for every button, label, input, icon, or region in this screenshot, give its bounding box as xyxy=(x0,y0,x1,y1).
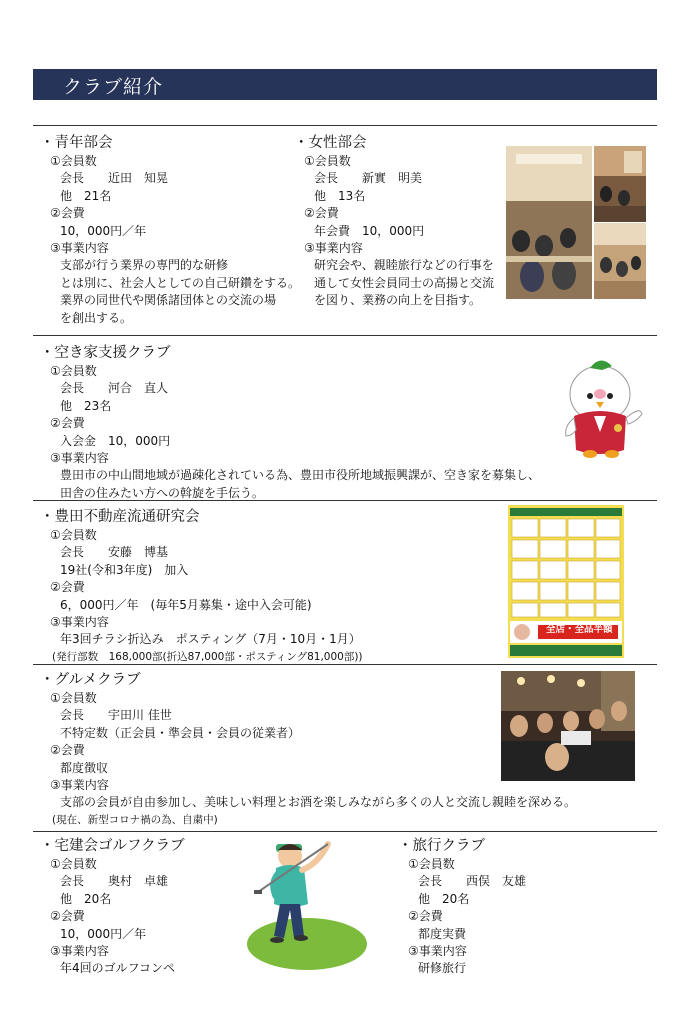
members-label: ①会員数 xyxy=(50,857,97,871)
flyer-banner-text: 全店・全品半額 xyxy=(546,624,613,635)
divider xyxy=(33,831,657,832)
activity-line: 研修旅行 xyxy=(418,961,467,976)
leader-name: 会長 安藤 博基 xyxy=(60,545,169,560)
members-label: ①会員数 xyxy=(408,857,455,871)
golfer-illustration xyxy=(244,834,370,972)
fee-value: 入会金 10，000円 xyxy=(60,433,171,448)
fee-value: 年会費 10，000円 xyxy=(314,223,425,238)
section-heading: ・豊田不動産流通研究会 xyxy=(40,509,200,525)
fee-value: 都度徴収 xyxy=(60,760,109,775)
activity-label: ③事業内容 xyxy=(50,451,109,466)
section-heading: ・空き家支援クラブ xyxy=(40,345,171,361)
golf-section xyxy=(40,836,185,978)
fee-label: ②会費 xyxy=(50,743,85,758)
fee-label: ②会費 xyxy=(304,206,339,221)
leader-name: 会長 近田 知晃 xyxy=(60,171,169,186)
seminar-photo xyxy=(506,146,592,299)
fee-label: ②会費 xyxy=(50,206,85,221)
member-count: 他 13名 xyxy=(314,188,366,203)
member-count: 19社(令和3年度) 加入 xyxy=(60,562,189,577)
flyer-image xyxy=(508,505,624,658)
divider xyxy=(33,335,657,336)
divider xyxy=(33,125,657,126)
activity-line: 年3回チラシ折込み ポスティング（7月・10月・1月） xyxy=(60,632,361,647)
leader-name: 会長 宇田川 佳世 xyxy=(60,708,172,723)
party-photo xyxy=(594,223,646,299)
members-label: ①会員数 xyxy=(304,154,351,168)
leader-name: 会長 奥村 卓雄 xyxy=(60,874,169,889)
travel-section xyxy=(398,836,526,978)
members-label: ①会員数 xyxy=(50,691,97,705)
activity-label: ③事業内容 xyxy=(50,241,109,256)
gourmet-section xyxy=(40,670,576,829)
activity-line: 豊田市の中山間地域が過疎化されている為、豊田市役所地域振興課が、空き家を募集し、 xyxy=(60,468,541,483)
leader-name: 会長 西俣 友雄 xyxy=(418,874,527,889)
activity-label: ③事業内容 xyxy=(304,241,363,256)
vacant-house-section xyxy=(40,343,540,502)
section-heading: ・グルメクラブ xyxy=(40,672,141,688)
member-count: 他 20名 xyxy=(60,891,112,906)
members-label: ①会員数 xyxy=(50,528,97,542)
activity-line: 年4回のゴルフコンペ xyxy=(60,961,176,976)
members-label: ①会員数 xyxy=(50,364,97,378)
research-section xyxy=(40,507,363,666)
fee-value: 10，000円／年 xyxy=(60,223,147,238)
women-section xyxy=(294,133,494,310)
member-count: 不特定数（正会員・準会員・会員の従業者） xyxy=(60,725,301,740)
activity-label: ③事業内容 xyxy=(50,778,109,793)
section-heading: ・女性部会 xyxy=(294,135,367,151)
dinner-photo xyxy=(501,671,635,781)
members-label: ①会員数 xyxy=(50,154,97,168)
fee-label: ②会費 xyxy=(408,909,443,924)
activity-line: 業界の同世代や関係諸団体との交流の場 xyxy=(60,293,277,308)
activity-line: 支部の会員が自由参加し、美味しい料理とお酒を楽しみながら多くの人と交流し親睦を深める。 xyxy=(60,795,577,810)
activity-line: とは別に、社会人としての自己研鑽をする。 xyxy=(60,275,301,290)
activity-line: 通して女性会員同士の高揚と交流 xyxy=(314,275,495,290)
fee-value: 10，000円／年 xyxy=(60,926,147,941)
leader-name: 会長 河合 直人 xyxy=(60,381,169,396)
activity-label: ③事業内容 xyxy=(408,944,467,959)
activity-line: を図り、業務の向上を目指す。 xyxy=(314,293,482,308)
fee-value: 都度実費 xyxy=(418,926,467,941)
mascot-illustration xyxy=(560,356,646,462)
fee-value: 6，000円／年 (毎年5月募集・途中入会可能) xyxy=(60,597,312,612)
leader-name: 会長 新實 明美 xyxy=(314,171,423,186)
fee-label: ②会費 xyxy=(50,909,85,924)
fee-label: ②会費 xyxy=(50,580,85,595)
covid-note: (現在、新型コロナ禍の為、自粛中) xyxy=(52,813,218,826)
page-title: クラブ紹介 xyxy=(63,76,164,98)
section-heading: ・宅建会ゴルフクラブ xyxy=(40,838,185,854)
youth-section xyxy=(40,133,300,327)
member-count: 他 20名 xyxy=(418,891,470,906)
member-count: 他 23名 xyxy=(60,398,112,413)
activity-label: ③事業内容 xyxy=(50,615,109,630)
section-heading: ・旅行クラブ xyxy=(398,838,485,854)
fee-label: ②会費 xyxy=(50,416,85,431)
member-count: 他 21名 xyxy=(60,188,112,203)
circulation-note: (発行部数 168,000部(折込87,000部・ポスティング81,000部)) xyxy=(52,650,363,663)
activity-line: を創出する。 xyxy=(60,310,133,325)
section-heading: ・青年部会 xyxy=(40,135,113,151)
meeting-photo xyxy=(594,146,646,222)
activity-line: 研究会や、親睦旅行などの行事を xyxy=(314,258,494,273)
activity-line: 田舎の住みたい方への斡旋を手伝う。 xyxy=(60,485,265,500)
title-banner xyxy=(33,69,657,100)
activity-label: ③事業内容 xyxy=(50,944,109,959)
activity-line: 支部が行う業界の専門的な研修 xyxy=(60,258,229,273)
